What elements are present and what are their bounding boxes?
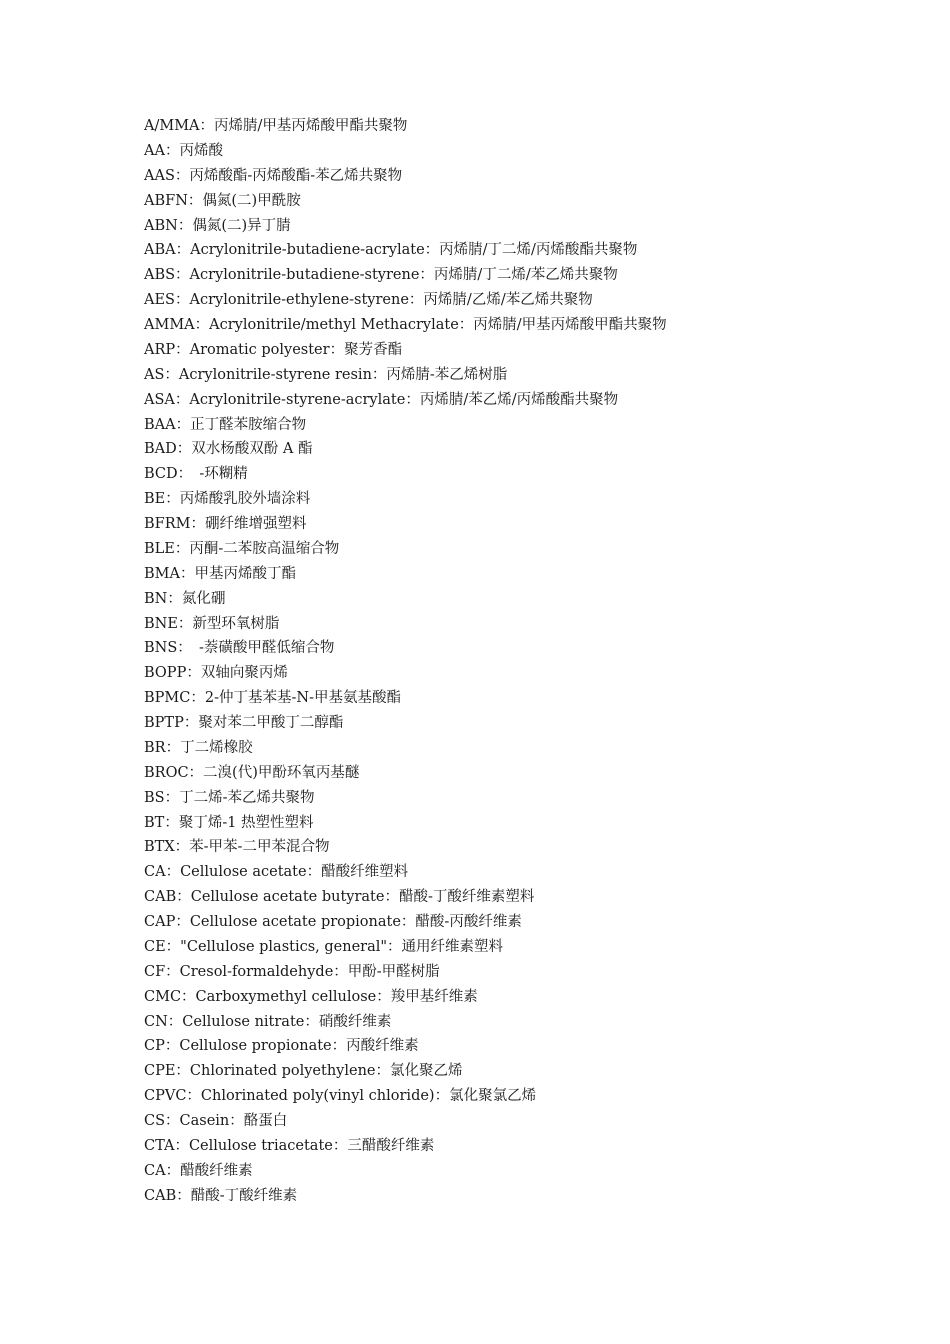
abbreviation-entry-text: CS：Casein：酪蛋白 [144, 1113, 288, 1129]
abbreviation-entry [144, 835, 904, 860]
abbreviation-entry-text: CA：Cellulose acetate：醋酸纤维塑料 [144, 864, 409, 881]
abbreviation-entry [144, 437, 904, 462]
abbreviation-entry-text: CN：Cellulose nitrate：硝酸纤维素 [144, 1013, 392, 1030]
abbreviation-entry-text: CA：醋酸纤维素 [144, 1162, 253, 1179]
abbreviation-entry-text: BAD：双水杨酸双酚 A 酯 [144, 441, 313, 458]
abbreviation-entry [144, 1010, 904, 1035]
abbreviation-entry-text: BOPP：双轴向聚丙烯 [144, 665, 288, 682]
abbreviation-entry-text: BN：氮化硼 [144, 590, 226, 607]
abbreviation-entry-text: A/MMA：丙烯腈/甲基丙烯酸甲酯共聚物 [144, 118, 408, 134]
abbreviation-entry-text: BE：丙烯酸乳胶外墙涂料 [144, 491, 311, 508]
abbreviation-entry-text: CAP：Cellulose acetate propionate：醋酸-丙酸纤维素 [144, 914, 522, 930]
abbreviation-entry-text: BFRM：硼纤维增强塑料 [144, 516, 307, 532]
abbreviation-entry [144, 512, 904, 537]
abbreviation-entry [144, 114, 904, 139]
abbreviation-entry [144, 960, 904, 985]
abbreviation-entry-text: AES：Acrylonitrile-ethylene-styrene：丙烯腈/乙烯/苯乙烯共聚物 [144, 292, 593, 309]
abbreviation-entry [144, 612, 904, 637]
abbreviation-entry [144, 338, 904, 363]
abbreviation-entry-text: AAS：丙烯酸酯-丙烯酸酯-苯乙烯共聚物 [144, 167, 403, 184]
abbreviation-entry-text: ARP：Aromatic polyester：聚芳香酯 [144, 341, 403, 358]
abbreviation-entry-text: BAA：正丁醛苯胺缩合物 [144, 416, 307, 433]
abbreviation-entry [144, 1184, 904, 1209]
abbreviation-entry [144, 711, 904, 736]
abbreviation-entry-text: BPTP：聚对苯二甲酸丁二醇酯 [144, 715, 344, 731]
abbreviation-entry [144, 487, 904, 512]
abbreviation-entry-text: CAB：Cellulose acetate butyrate：醋酸-丁酸纤维素塑料 [144, 889, 535, 906]
abbreviation-entry [144, 736, 904, 761]
abbreviation-list [144, 114, 904, 1209]
abbreviation-entry-text: BNE：新型环氧树脂 [144, 615, 280, 632]
abbreviation-entry-text: BLE：丙酮-二苯胺高温缩合物 [144, 540, 340, 557]
abbreviation-entry [144, 811, 904, 836]
abbreviation-entry [144, 661, 904, 686]
abbreviation-entry [144, 686, 904, 711]
abbreviation-entry [144, 1034, 904, 1059]
abbreviation-entry-text: BR：丁二烯橡胶 [144, 739, 253, 756]
abbreviation-entry-text: BNS： -萘磺酸甲醛低缩合物 [144, 640, 335, 657]
abbreviation-entry [144, 1109, 904, 1134]
abbreviation-entry-text: BS：丁二烯-苯乙烯共聚物 [144, 789, 315, 806]
abbreviation-entry [144, 1084, 904, 1109]
abbreviation-entry [144, 263, 904, 288]
abbreviation-entry-text: CPE：Chlorinated polyethylene：氯化聚乙烯 [144, 1063, 463, 1080]
abbreviation-entry [144, 636, 904, 661]
abbreviation-entry [144, 238, 904, 263]
abbreviation-entry [144, 164, 904, 189]
abbreviation-entry-text: AS：Acrylonitrile-styrene resin：丙烯腈-苯乙烯树脂 [144, 366, 508, 383]
abbreviation-entry [144, 537, 904, 562]
abbreviation-entry [144, 413, 904, 438]
abbreviation-entry-text: BCD： -环糊精 [144, 466, 248, 483]
abbreviation-entry-text: BROC：二溴(代)甲酚环氧丙基醚 [144, 764, 360, 781]
abbreviation-entry-text: BPMC：2-仲丁基苯基-N-甲基氨基酸酯 [144, 690, 401, 707]
abbreviation-entry-text: ABA：Acrylonitrile-butadiene-acrylate：丙烯腈/丁二烯/丙烯酸酯共聚物 [144, 242, 638, 259]
abbreviation-entry [144, 214, 904, 239]
abbreviation-entry [144, 985, 904, 1010]
abbreviation-entry [144, 562, 904, 587]
abbreviation-entry [144, 786, 904, 811]
abbreviation-entry [144, 910, 904, 935]
abbreviation-entry-text: BT：聚丁烯-1 热塑性塑料 [144, 814, 314, 831]
abbreviation-entry-text: ABS：Acrylonitrile-butadiene-styrene：丙烯腈/丁二烯/苯乙烯共聚物 [144, 267, 618, 284]
abbreviation-entry [144, 860, 904, 885]
abbreviation-entry-text: CPVC：Chlorinated poly(vinyl chloride)：氯化聚氯乙烯 [144, 1088, 537, 1105]
abbreviation-entry-text: AA：丙烯酸 [144, 142, 223, 159]
abbreviation-entry [144, 313, 904, 338]
abbreviation-entry [144, 139, 904, 164]
abbreviation-entry [144, 935, 904, 960]
abbreviation-entry [144, 761, 904, 786]
abbreviation-entry [144, 189, 904, 214]
abbreviation-entry-text: ABFN：偶氮(二)甲酰胺 [144, 192, 301, 209]
abbreviation-entry-text: BTX：苯-甲苯-二甲苯混合物 [144, 839, 330, 856]
abbreviation-entry-text: CMC：Carboxymethyl cellulose：羧甲基纤维素 [144, 988, 478, 1005]
abbreviation-entry-text: AMMA：Acrylonitrile/methyl Methacrylate：丙烯腈/甲基丙烯酸甲酯共聚物 [144, 317, 667, 333]
abbreviation-entry-text: ABN：偶氮(二)异丁腈 [144, 217, 291, 234]
abbreviation-entry-text: CF：Cresol-formaldehyde：甲酚-甲醛树脂 [144, 963, 440, 980]
abbreviation-entry [144, 1134, 904, 1159]
abbreviation-entry [144, 885, 904, 910]
abbreviation-entry [144, 288, 904, 313]
abbreviation-entry-text: CAB：醋酸-丁酸纤维素 [144, 1187, 298, 1204]
abbreviation-entry-text: BMA：甲基丙烯酸丁酯 [144, 565, 296, 582]
abbreviation-entry [144, 363, 904, 388]
abbreviation-entry-text: CE："Cellulose plastics, general"：通用纤维素塑料 [144, 938, 504, 955]
abbreviation-entry [144, 1059, 904, 1084]
abbreviation-entry-text: CTA：Cellulose triacetate：三醋酸纤维素 [144, 1137, 435, 1154]
abbreviation-entry [144, 388, 904, 413]
abbreviation-entry [144, 587, 904, 612]
abbreviation-entry-text: CP：Cellulose propionate：丙酸纤维素 [144, 1038, 419, 1055]
abbreviation-entry-text: ASA：Acrylonitrile-styrene-acrylate：丙烯腈/苯乙烯/丙烯酸酯共聚物 [144, 391, 619, 408]
abbreviation-entry [144, 462, 904, 487]
abbreviation-entry [144, 1159, 904, 1184]
